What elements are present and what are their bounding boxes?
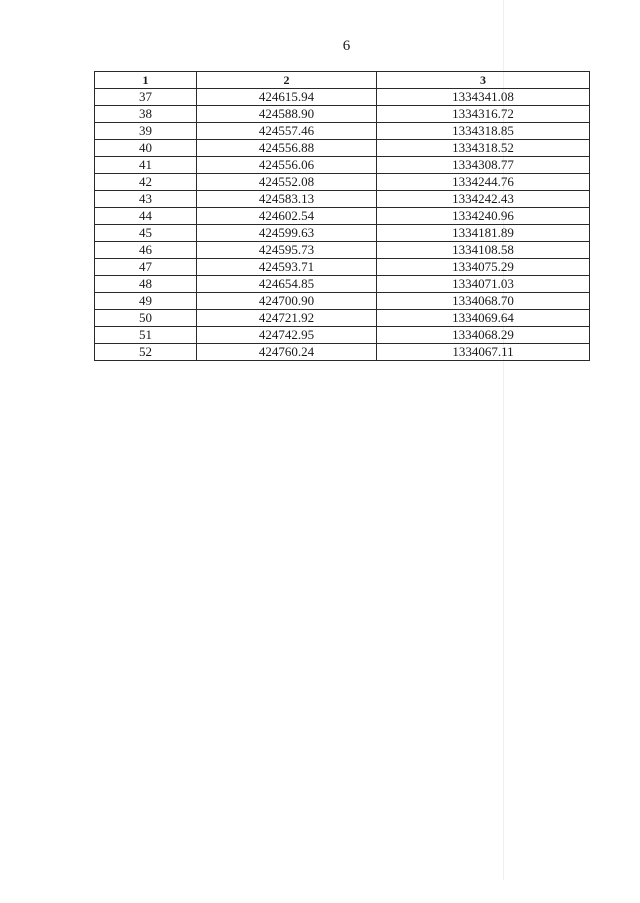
cell-x-coordinate: 424602.54: [197, 208, 377, 225]
cell-point-number: 40: [95, 140, 197, 157]
cell-x-coordinate: 424583.13: [197, 191, 377, 208]
table-row: [95, 225, 590, 242]
table-row: [95, 344, 590, 361]
cell-y-coordinate: 1334240.96: [377, 208, 590, 225]
cell-point-number: 49: [95, 293, 197, 310]
coordinates-table: [94, 71, 590, 361]
table-row: [95, 89, 590, 106]
table-row: [95, 242, 590, 259]
cell-y-coordinate: 1334071.03: [377, 276, 590, 293]
cell-x-coordinate: 424552.08: [197, 174, 377, 191]
cell-y-coordinate: 1334068.70: [377, 293, 590, 310]
table-body: [95, 89, 590, 361]
table-row: [95, 327, 590, 344]
page-number: 6: [342, 38, 351, 54]
cell-x-coordinate: 424588.90: [197, 106, 377, 123]
table-row: [95, 208, 590, 225]
cell-point-number: 39: [95, 123, 197, 140]
table-row: [95, 123, 590, 140]
cell-point-number: 46: [95, 242, 197, 259]
cell-y-coordinate: 1334318.85: [377, 123, 590, 140]
cell-point-number: 42: [95, 174, 197, 191]
cell-point-number: 45: [95, 225, 197, 242]
cell-y-coordinate: 1334316.72: [377, 106, 590, 123]
cell-y-coordinate: 1334067.11: [377, 344, 590, 361]
table-row: [95, 293, 590, 310]
cell-y-coordinate: 1334108.58: [377, 242, 590, 259]
cell-point-number: 48: [95, 276, 197, 293]
column-header-point: 1: [95, 72, 197, 89]
cell-point-number: 51: [95, 327, 197, 344]
cell-y-coordinate: 1334308.77: [377, 157, 590, 174]
cell-x-coordinate: 424557.46: [197, 123, 377, 140]
column-header-y: 3: [377, 72, 590, 89]
table-row: [95, 259, 590, 276]
cell-point-number: 37: [95, 89, 197, 106]
table-row: [95, 310, 590, 327]
cell-y-coordinate: 1334069.64: [377, 310, 590, 327]
cell-y-coordinate: 1334242.43: [377, 191, 590, 208]
cell-x-coordinate: 424760.24: [197, 344, 377, 361]
cell-x-coordinate: 424700.90: [197, 293, 377, 310]
cell-y-coordinate: 1334181.89: [377, 225, 590, 242]
cell-x-coordinate: 424595.73: [197, 242, 377, 259]
cell-x-coordinate: 424615.94: [197, 89, 377, 106]
cell-point-number: 47: [95, 259, 197, 276]
cell-point-number: 43: [95, 191, 197, 208]
column-header-x: 2: [197, 72, 377, 89]
cell-point-number: 38: [95, 106, 197, 123]
cell-y-coordinate: 1334244.76: [377, 174, 590, 191]
table-header-row: [95, 72, 590, 89]
cell-point-number: 50: [95, 310, 197, 327]
cell-y-coordinate: 1334341.08: [377, 89, 590, 106]
cell-point-number: 41: [95, 157, 197, 174]
cell-y-coordinate: 1334075.29: [377, 259, 590, 276]
cell-y-coordinate: 1334068.29: [377, 327, 590, 344]
cell-x-coordinate: 424721.92: [197, 310, 377, 327]
cell-y-coordinate: 1334318.52: [377, 140, 590, 157]
cell-x-coordinate: 424599.63: [197, 225, 377, 242]
table-row: [95, 191, 590, 208]
cell-point-number: 52: [95, 344, 197, 361]
cell-x-coordinate: 424556.88: [197, 140, 377, 157]
table-row: [95, 276, 590, 293]
cell-x-coordinate: 424742.95: [197, 327, 377, 344]
table-row: [95, 140, 590, 157]
cell-x-coordinate: 424654.85: [197, 276, 377, 293]
cell-point-number: 44: [95, 208, 197, 225]
table-row: [95, 174, 590, 191]
table-row: [95, 106, 590, 123]
table-row: [95, 157, 590, 174]
cell-x-coordinate: 424593.71: [197, 259, 377, 276]
cell-x-coordinate: 424556.06: [197, 157, 377, 174]
